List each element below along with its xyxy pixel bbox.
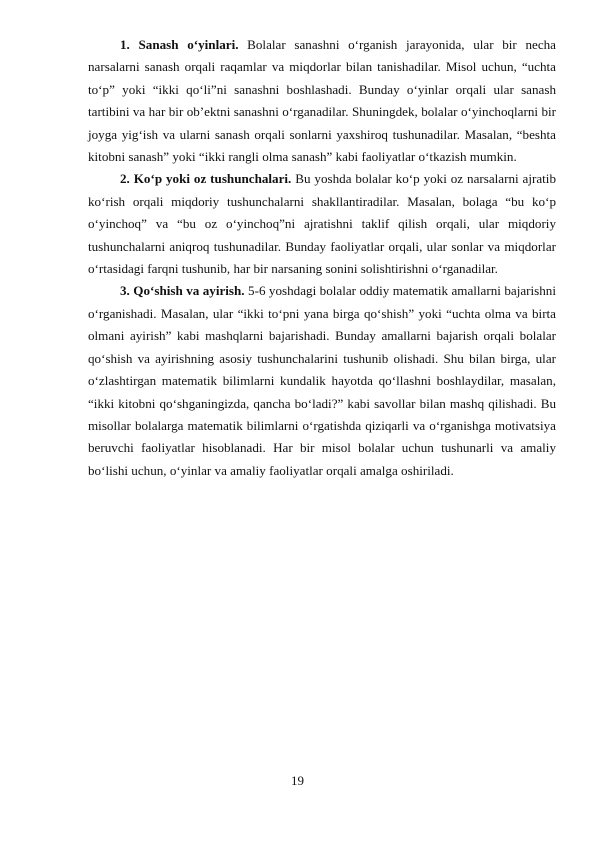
paragraph-addition-subtraction (88, 280, 556, 482)
heading-addition-subtraction: 3. Qo‘shish va ayirish. (120, 283, 245, 299)
heading-counting-games: 1. Sanash o‘yinlari. (120, 37, 239, 52)
page-number: 19 (291, 773, 304, 788)
page-content (88, 34, 556, 482)
paragraph-more-or-less (88, 168, 556, 280)
text-addition-subtraction: 5-6 yoshdagi bolalar oddiy matematik amallarni bajarishni o‘rganishadi. Masalan, ular “ikki to‘pni yana birga qo‘shish” yoki “uchta olma va birta olmani ayirish” kabi mashqlarni bajarishadi. Bunday amallarni bajarish orqali bolalar qo‘shish va ayirishning asosiy tushunchalarini tushunib olishadi. Shu bilan birga, ular o‘zlashtirgan matematik bilimlarni kundalik hayotda qo‘llashni boshlaydilar, masalan, “ikki kitobni qo‘shganingizda, qancha bo‘ladi?” kabi savollar bilan mashq qilishadi. Bu misollar bolalarga matematik bilimlarni o‘rgatishda qiziqarli va o‘rganishga motivatsiya beruvchi faoliyatlar hisoblanadi. Har bir misol bolalar uchun tushunarli va amaliy bo‘lishi uchun, o‘yinlar va amaliy faoliyatlar orqali amalga oshiriladi. (88, 283, 556, 478)
heading-more-or-less: 2. Ko‘p yoki oz tushunchalari. (120, 171, 292, 187)
text-counting-games: Bolalar sanashni o‘rganish jarayonida, ular bir necha narsalarni sanash orqali raqamlar va miqdorlar bilan tanishadilar. Misol uchun, “uchta to‘p” yoki “ikki qo‘li”ni sanashni boshlashadi. Bunday o‘yinlar orqali ular sanash tartibini va har bir ob’ektni sanashni o‘rganadilar. Shuningdek, bolalar o‘yinchoqlarni bir joyga yig‘ish va ularni sanash orqali sonlarni yaxshiroq tushunadilar. Masalan, “beshta kitobni sanash” yoki “ikki rangli olma sanash” kabi faoliyatlar o‘tkazish mumkin. (88, 37, 556, 165)
paragraph-counting-games (88, 34, 556, 168)
text-more-or-less: Bu yoshda bolalar ko‘p yoki oz narsalarni ajratib ko‘rish orqali miqdoriy tushunchalarni shakllantiradilar. Masalan, bolaga “bu ko‘p o‘yinchoq” va “bu oz o‘yinchoq”ni ajratishni taklif qilish orqali, ular miqdoriy tushunchalarni aniqroq tushunadilar. Bunday faoliyatlar orqali, ular sonlar va miqdorlar o‘rtasidagi farqni tushunib, har bir narsaning sonini solishtirishni o‘rganadilar. (88, 171, 556, 277)
